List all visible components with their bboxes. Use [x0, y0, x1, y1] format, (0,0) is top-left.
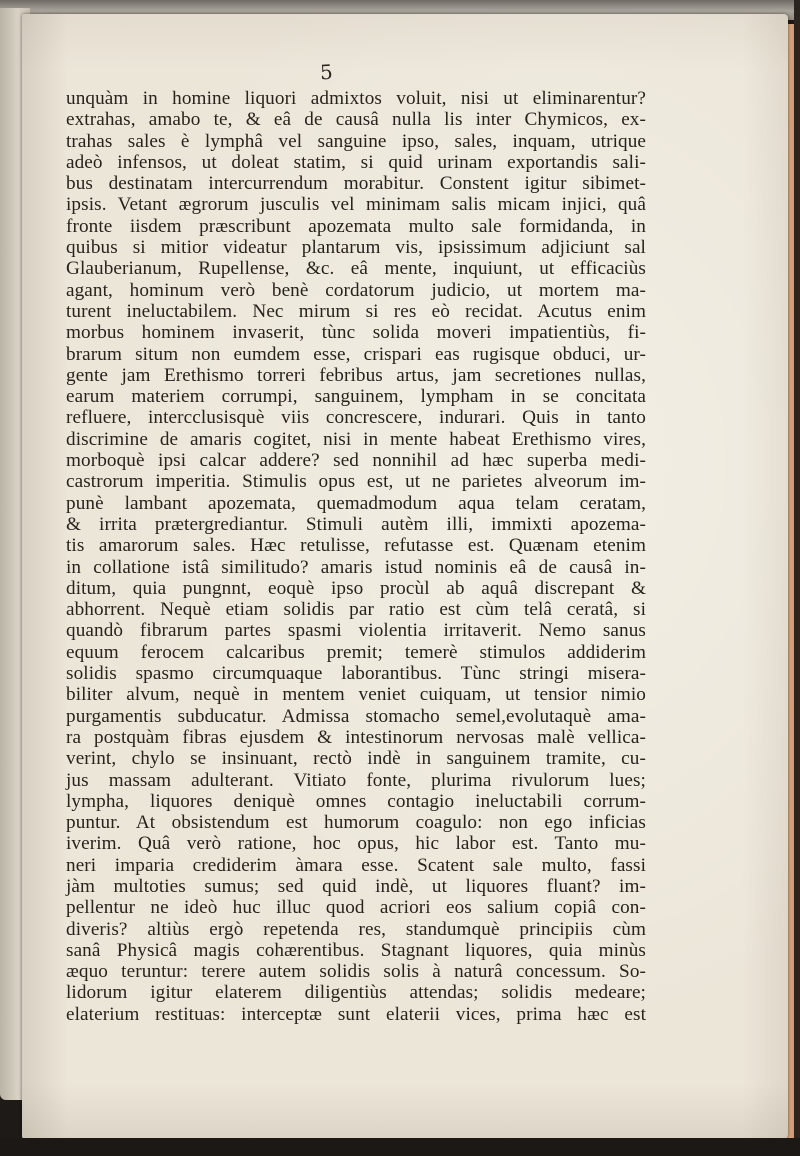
text-line: adeò infensos, ut doleat statim, si quid urinam exportandis sali- — [66, 151, 646, 173]
text-line: punè lambant apozemata, quemadmodum aqua telam ceratam, — [66, 492, 646, 514]
text-line: purgamentis subducatur. Admissa stomacho semel,evolutaquè ama- — [66, 705, 646, 727]
text-line: Glauberianum, Rupellense, &c. eâ mente, inquiunt, ut efficaciùs — [66, 258, 646, 280]
text-line: earum materiem corrumpi, sanguinem, lympham in se concitata — [66, 386, 646, 408]
text-line: unquàm in homine liquori admixtos voluit, nisi ut eliminarentur? — [66, 88, 646, 109]
text-line: morboquè ipsi calcar addere? sed nonnihil ad hæc superba medi- — [66, 450, 646, 472]
text-line: castrorum imperitia. Stimulis opus est, ut ne parietes alveorum im- — [66, 471, 646, 493]
text-line: bus destinatam intercurrendum morabitur. Constent igitur sibimet- — [66, 173, 646, 195]
text-line: extrahas, amabo te, & eâ de causâ nulla lis inter Chymicos, ex- — [66, 109, 646, 131]
text-line: ipsis. Vetant ægrorum jusculis vel minimam salis micam injici, quâ — [66, 194, 646, 216]
text-line: brarum situm non eumdem esse, crispari eas rugisque obduci, ur- — [66, 343, 646, 365]
text-line: agant, hominum verò benè cordatorum judicio, ut mortem ma- — [66, 279, 646, 301]
text-line: fronte iisdem præscribunt apozemata multo sale formidanda, in — [66, 215, 646, 237]
text-line: ditum, quia pungnnt, eoquè ipso procùl ab aquâ discrepant & — [66, 577, 646, 599]
text-line: jus massam adulterant. Vitiato fonte, plurima rivulorum lues; — [66, 769, 646, 791]
text-line: æquo teruntur: terere autem solidis solis à naturâ concessum. So- — [66, 961, 646, 983]
text-line: sanâ Physicâ magis cohærentibus. Stagnant liquores, quia minùs — [66, 939, 646, 961]
text-line: quibus si mitior videatur plantarum vis, ipsissimum adjiciunt sal — [66, 237, 646, 259]
text-line: pellentur ne ideò huc illuc quod acriori eos salium copiâ con- — [66, 897, 646, 919]
text-line: ra postquàm fibras ejusdem & intestinorum nervosas malè vellica- — [66, 726, 646, 748]
text-line: verint, chylo se insinuant, rectò indè in sanguinem tramite, cu- — [66, 748, 646, 770]
text-line: & irrita prætergrediantur. Stimuli autèm illi, immixti apozema- — [66, 513, 646, 535]
text-line: discrimine de amaris cogitet, nisi in mente habeat Erethismo vires, — [66, 428, 646, 450]
text-line: jàm multoties sumus; sed quid indè, ut liquores fluant? im- — [66, 875, 646, 897]
text-line: elaterium restituas: interceptæ sunt elaterii vices, prima hæc est — [66, 1003, 646, 1025]
text-line: neri imparia crediderim àmara esse. Scatent sale multo, fassi — [66, 854, 646, 876]
text-line: puntur. At obsistendum est humorum coagulo: non ego inficias — [66, 812, 646, 834]
text-line: refluere, intercclusisquè viis concrescere, indurari. Quis in tanto — [66, 407, 646, 429]
text-line: biliter alvum, nequè in mentem veniet cuiquam, ut tensior nimio — [66, 684, 646, 706]
text-line: diveris? altiùs ergò repetenda res, standumquè principiis cùm — [66, 918, 646, 940]
text-line: iverim. Quâ verò ratione, hoc opus, hic labor est. Tanto mu- — [66, 833, 646, 855]
text-line: in collatione istâ similitudo? amaris istud nominis eâ de causâ in- — [66, 556, 646, 578]
body-text — [66, 88, 646, 1025]
text-line: equum ferocem calcaribus premit; temerè stimulos addiderim — [66, 641, 646, 663]
text-line: lympha, liquores deniquè omnes contagio ineluctabili corrum- — [66, 790, 646, 812]
text-line: gente jam Erethismo torreri febribus artus, jam secretiones nullas, — [66, 364, 646, 386]
text-line: solidis spasmo circumquaque laborantibus. Tùnc stringi misera- — [66, 663, 646, 685]
text-line: morbus hominem invaserit, tùnc solida moveri impatientiùs, fi- — [66, 322, 646, 344]
page-number: 5 — [319, 59, 334, 85]
text-line: turent ineluctabilem. Nec mirum si res eò recidat. Acutus enim — [66, 300, 646, 322]
scan-bottom-border — [0, 1138, 800, 1156]
text-line: trahas sales è lymphâ vel sanguine ipso, sales, inquam, utrique — [66, 130, 646, 152]
scan-border — [794, 0, 800, 1156]
text-line: abhorrent. Nequè etiam solidis par ratio est cùm telâ ceratâ, si — [66, 599, 646, 621]
text-line: tis amarorum sales. Hæc retulisse, refutasse est. Quænam etenim — [66, 535, 646, 557]
text-line: lidorum igitur elaterem diligentiùs attendas; solidis medeare; — [66, 982, 646, 1004]
text-line: quandò fibrarum partes spasmi violentia irritaverit. Nemo sanus — [66, 620, 646, 642]
